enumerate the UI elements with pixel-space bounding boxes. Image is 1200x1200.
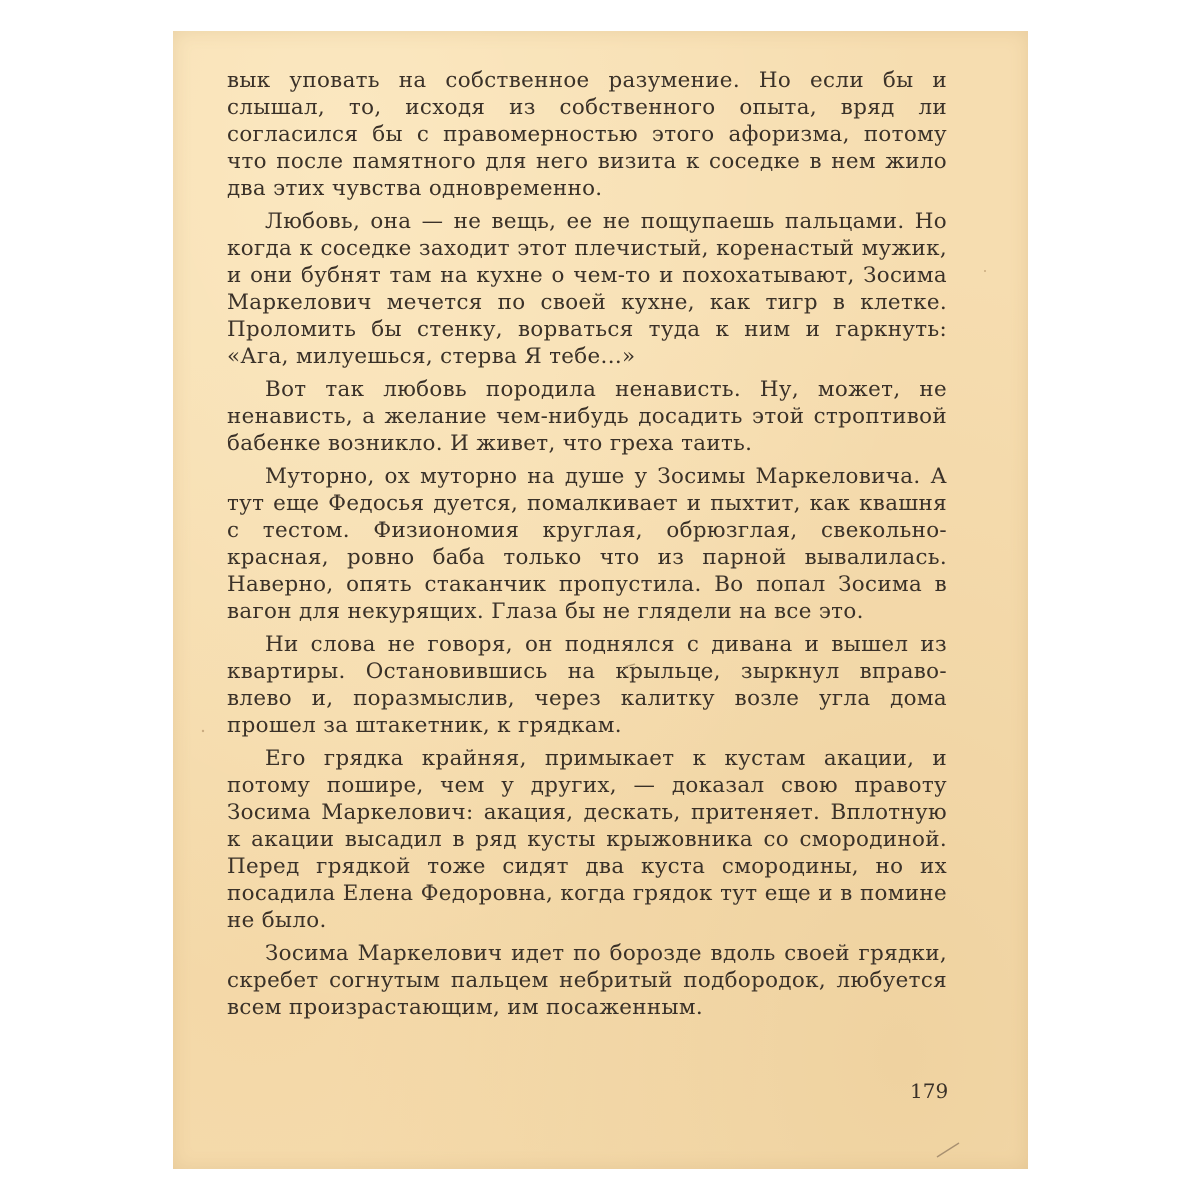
paragraph-7: Зосима Маркелович идет по борозде вдоль своей грядки, скребет согнутым пальцем небритый подбородок, любуется всем произрастающим, им посаженным. xyxy=(227,941,947,1020)
paragraph-4: Муторно, ох муторно на душе у Зосимы Маркеловича. А тут еще Федосья дуется, помалкивает и пыхтит, как квашня с тестом. Физиономия круглая, обрюзглая, свекольно-красная, ровно баба только что из парной вывалилась. Наверно, опять стаканчик пропустила. Во попал Зосима в вагон для некурящих. Глаза бы не глядели на все это. xyxy=(227,464,947,624)
paragraph-2: Любовь, она — не вещь, ее не пощупаешь пальцами. Но когда к соседке заходит этот плечистый, коренастый мужик, и они бубнят там на кухне о чем-то и похохатывают, Зосима Маркелович мечется по своей кухне, как тигр в клетке. Проломить бы стенку, ворваться туда к ним и гаркнуть: «Ага, милуешься, стерва Я тебе...» xyxy=(227,209,947,369)
paragraph-5: Ни слова не говоря, он поднялся с дивана и вышел из квартиры. Остановившись на крыльце, зыркнул вправо-влево и, поразмыслив, через калитку возле угла дома прошел за штакетник, к грядкам. xyxy=(227,632,947,738)
paragraph-6: Его грядка крайняя, примыкает к кустам акации, и потому пошире, чем у других, — доказал свою правоту Зосима Маркелович: акация, дескать, притеняет. Вплотную к акации высадил в ряд кусты крыжовника со смородиной. Перед грядкой тоже сидят два куста смородины, но их посадила Елена Федоровна, когда грядок тут еще и в помине не было. xyxy=(227,746,947,933)
book-page xyxy=(173,31,1028,1169)
paragraph-3: Вот так любовь породила ненависть. Ну, может, не ненависть, а желание чем-нибудь досадить этой строптивой бабенке возникло. И живет, что греха таить. xyxy=(227,377,947,456)
page-body-text xyxy=(227,67,947,1027)
paragraph-1: вык уповать на собственное разумение. Но если бы и слышал, то, исходя из собственного опыта, вряд ли согласился бы с правомерностью этого афоризма, потому что после памятного для него визита к соседке в нем жило два этих чувства одновременно. xyxy=(227,68,947,201)
page-number: 179 xyxy=(910,1079,949,1103)
